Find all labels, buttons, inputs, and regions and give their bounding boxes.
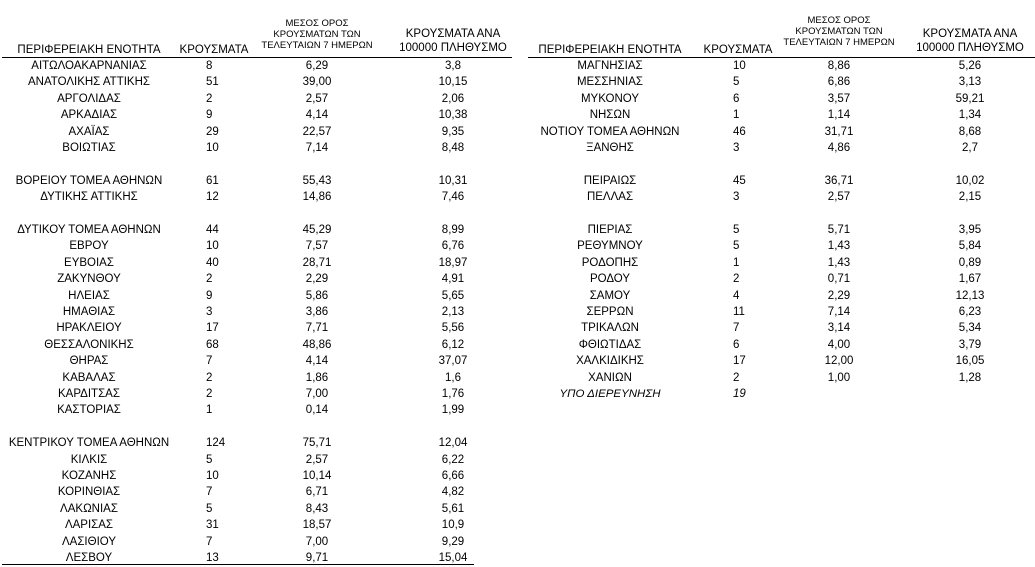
right-header-per-line1: ΚΡΟΥΣΜΑΤΑ ΑΝΑ xyxy=(922,28,1018,40)
left-row-avg: 39,00 xyxy=(302,76,332,89)
right-header-avg-line2: ΚΡΟΥΣΜΑΤΩΝ ΤΩΝ xyxy=(795,26,883,37)
right-header-per-line2: 100000 ΠΛΗΘΥΣΜΟ xyxy=(916,42,1024,54)
left-row-cases: 7 xyxy=(206,535,213,548)
left-row-avg: 1,86 xyxy=(305,371,329,384)
right-row-per: 3,13 xyxy=(958,76,982,89)
right-row-per: 1,67 xyxy=(958,273,982,286)
left-row-avg: 10,14 xyxy=(302,470,332,482)
left-row-cases: 68 xyxy=(206,338,219,351)
left-row-per: 4,91 xyxy=(441,273,465,286)
left-row-cases: 2 xyxy=(206,371,213,384)
left-row-cases: 29 xyxy=(206,125,219,138)
left-row-avg: 22,57 xyxy=(302,125,332,138)
right-row-cases: 10 xyxy=(733,60,746,72)
right-row-name: ΤΡΙΚΑΛΩΝ xyxy=(581,322,639,335)
left-header-per-line1: ΚΡΟΥΣΜΑΤΑ ΑΝΑ xyxy=(405,28,501,40)
left-row-avg: 4,14 xyxy=(305,355,329,368)
left-row-per: 4,82 xyxy=(441,486,465,499)
right-row-cases: 19 xyxy=(733,388,746,400)
right-row-avg: 2,57 xyxy=(827,191,851,204)
left-header-cases: ΚΡΟΥΣΜΑΤΑ xyxy=(179,44,249,56)
left-header-avg-line2: ΚΡΟΥΣΜΑΤΩΝ ΤΩΝ xyxy=(273,29,361,40)
right-row-per: 12,13 xyxy=(955,289,985,302)
left-row-avg: 8,43 xyxy=(305,502,329,515)
left-row-avg: 6,29 xyxy=(305,60,329,72)
right-row-per: 8,68 xyxy=(958,125,982,138)
left-row-avg: 7,00 xyxy=(305,388,329,400)
left-row-avg: 48,86 xyxy=(302,338,332,351)
left-row-avg: 28,71 xyxy=(302,256,332,269)
left-row-avg: 7,00 xyxy=(305,535,329,548)
right-row-per: 2,7 xyxy=(962,142,978,154)
right-row-cases: 17 xyxy=(733,355,746,368)
left-row-avg: 5,86 xyxy=(305,289,329,302)
right-row-avg: 36,71 xyxy=(824,174,854,187)
left-row-cases: 44 xyxy=(206,224,219,236)
left-row-per: 10,9 xyxy=(441,519,465,532)
left-row-name: ΚΙΛΚΙΣ xyxy=(70,453,108,466)
right-header-per xyxy=(906,27,1034,55)
right-row-per: 2,15 xyxy=(958,191,982,204)
left-row-cases: 124 xyxy=(206,437,226,450)
right-row-avg: 8,86 xyxy=(827,60,851,72)
left-row-cases: 5 xyxy=(206,502,213,515)
right-row-per: 1,34 xyxy=(958,109,982,122)
left-row-name: ΑΡΚΑΔΙΑΣ xyxy=(60,109,118,122)
left-row-per: 6,66 xyxy=(441,470,465,482)
left-row-name: ΑΡΓΟΛΙΔΑΣ xyxy=(57,92,121,105)
left-row-cases: 10 xyxy=(206,142,219,154)
left-row-cases: 51 xyxy=(206,76,219,89)
left-row-avg: 7,14 xyxy=(305,142,329,154)
right-row-name: ΡΟΔΟΥ xyxy=(589,273,631,286)
left-row-cases: 9 xyxy=(206,109,213,122)
left-row-per: 1,99 xyxy=(441,404,465,417)
left-row-cases: 2 xyxy=(206,273,213,286)
left-row-cases: 40 xyxy=(206,256,219,269)
left-row-avg: 6,71 xyxy=(305,486,329,499)
right-row-cases: 3 xyxy=(733,142,740,154)
right-header-region: ΠΕΡΙΦΕΡΕΙΑΚΗ ΕΝΟΤΗΤΑ xyxy=(538,44,682,56)
right-row-name: ΜΥΚΟΝΟΥ xyxy=(580,92,640,105)
left-row-per: 8,99 xyxy=(441,224,465,236)
right-row-name: ΧΑΛΚΙΔΙΚΗΣ xyxy=(576,355,644,368)
right-row-cases: 6 xyxy=(733,338,740,351)
left-row-per: 6,22 xyxy=(441,453,465,466)
right-row-name: ΦΘΙΩΤΙΔΑΣ xyxy=(578,338,642,351)
right-row-name: ΠΕΛΛΑΣ xyxy=(586,191,634,204)
right-row-name: ΜΑΓΝΗΣΙΑΣ xyxy=(577,60,643,72)
right-header-avg xyxy=(774,15,904,48)
right-row-cases: 46 xyxy=(733,125,746,138)
left-row-cases: 3 xyxy=(206,306,213,318)
left-row-cases: 7 xyxy=(206,355,213,368)
right-row-avg: 3,57 xyxy=(827,92,851,105)
right-row-cases: 1 xyxy=(733,109,740,122)
left-row-name: ΔΥΤΙΚΟΥ ΤΟΜΕΑ ΑΘΗΝΩΝ xyxy=(17,224,161,236)
left-row-avg: 2,57 xyxy=(305,92,329,105)
right-row-avg: 31,71 xyxy=(824,125,854,138)
left-row-name: ΚΟΖΑΝΗΣ xyxy=(61,470,117,482)
left-row-name: ΑΙΤΩΛΟΑΚΑΡΝΑΝΙΑΣ xyxy=(31,60,147,72)
right-row-avg: 12,00 xyxy=(824,355,854,368)
left-row-name: ΕΥΒΟΙΑΣ xyxy=(64,256,114,269)
right-row-cases: 5 xyxy=(733,224,740,236)
left-row-avg: 45,29 xyxy=(302,224,332,236)
left-row-per: 7,46 xyxy=(441,191,465,204)
right-row-cases: 4 xyxy=(733,289,740,302)
left-row-name: ΚΑΒΑΛΑΣ xyxy=(62,371,116,384)
right-row-per: 5,84 xyxy=(958,240,982,253)
left-row-per: 37,07 xyxy=(438,355,468,368)
left-row-per: 15,04 xyxy=(438,552,468,564)
right-row-avg: 3,14 xyxy=(827,322,851,335)
right-row-name: ΝΟΤΙΟΥ ΤΟΜΕΑ ΑΘΗΝΩΝ xyxy=(540,125,680,138)
right-row-name: ΜΕΣΣΗΝΙΑΣ xyxy=(576,76,644,89)
right-row-per: 1,28 xyxy=(958,371,982,384)
right-row-avg: 4,86 xyxy=(827,142,851,154)
right-row-avg: 1,43 xyxy=(827,256,851,269)
left-row-per: 6,76 xyxy=(441,240,465,253)
left-header-avg xyxy=(252,18,382,51)
left-row-cases: 1 xyxy=(206,404,213,417)
left-row-per: 5,61 xyxy=(441,502,465,515)
left-row-cases: 10 xyxy=(206,470,219,482)
right-row-per: 0,89 xyxy=(958,256,982,269)
right-row-avg: 6,86 xyxy=(827,76,851,89)
left-row-cases: 17 xyxy=(206,322,219,335)
left-row-avg: 18,57 xyxy=(302,519,332,532)
left-row-cases: 10 xyxy=(206,240,219,253)
left-row-per: 9,29 xyxy=(441,535,465,548)
left-row-cases: 5 xyxy=(206,453,213,466)
right-row-cases: 2 xyxy=(733,273,740,286)
left-row-avg: 2,29 xyxy=(305,273,329,286)
right-row-avg: 0,71 xyxy=(827,273,851,286)
left-row-per: 10,31 xyxy=(438,174,468,187)
right-row-cases: 3 xyxy=(733,191,740,204)
left-row-per: 18,97 xyxy=(438,256,468,269)
left-row-cases: 2 xyxy=(206,92,213,105)
left-row-avg: 4,14 xyxy=(305,109,329,122)
left-row-cases: 61 xyxy=(206,174,219,187)
left-row-per: 10,15 xyxy=(438,76,468,89)
left-row-avg: 2,57 xyxy=(305,453,329,466)
left-row-cases: 7 xyxy=(206,486,213,499)
left-row-avg: 0,14 xyxy=(305,404,329,417)
right-row-avg: 5,71 xyxy=(827,224,851,236)
right-row-name: ΠΕΙΡΑΙΩΣ xyxy=(583,174,637,187)
left-row-per: 5,56 xyxy=(441,322,465,335)
right-row-cases: 6 xyxy=(733,92,740,105)
left-header-per xyxy=(383,27,523,55)
left-header-avg-line1: ΜΕΣΟΣ ΟΡΟΣ xyxy=(285,18,349,29)
left-row-avg: 55,43 xyxy=(302,174,332,187)
right-row-cases: 5 xyxy=(733,240,740,253)
left-row-name: ΕΒΡΟΥ xyxy=(69,240,109,253)
right-header-avg-line3: ΤΕΛΕΥΤΑΙΩΝ 7 ΗΜΕΡΩΝ xyxy=(783,37,895,48)
left-header-per-line2: 100000 ΠΛΗΘΥΣΜΟ xyxy=(399,42,507,54)
left-row-per: 8,48 xyxy=(441,142,465,154)
left-header-avg-line3: ΤΕΛΕΥΤΑΙΩΝ 7 ΗΜΕΡΩΝ xyxy=(261,40,373,51)
left-row-name: ΗΡΑΚΛΕΙΟΥ xyxy=(56,322,122,335)
right-row-name: ΞΑΝΘΗΣ xyxy=(586,142,634,154)
left-row-per: 1,6 xyxy=(445,371,461,384)
right-row-per: 5,34 xyxy=(958,322,982,335)
right-row-per: 3,79 xyxy=(958,338,982,351)
left-row-cases: 9 xyxy=(206,289,213,302)
right-row-per: 3,95 xyxy=(958,224,982,236)
right-row-cases: 7 xyxy=(733,322,740,335)
right-row-avg: 1,14 xyxy=(827,109,851,122)
right-row-name: ΡΕΘΥΜΝΟΥ xyxy=(577,240,643,253)
left-row-name: ΚΑΣΤΟΡΙΑΣ xyxy=(57,404,121,417)
left-row-per: 5,65 xyxy=(441,289,465,302)
left-row-per: 6,12 xyxy=(441,338,465,351)
right-row-avg: 7,14 xyxy=(827,306,851,318)
right-row-cases: 5 xyxy=(733,76,740,89)
right-row-cases: 11 xyxy=(733,306,745,318)
right-row-per: 5,26 xyxy=(958,60,982,72)
left-row-name: ΖΑΚΥΝΘΟΥ xyxy=(57,273,121,286)
right-row-per: 59,21 xyxy=(955,92,985,105)
right-row-name: ΝΗΣΩΝ xyxy=(589,109,631,122)
left-row-name: ΛΕΣΒΟΥ xyxy=(65,552,113,564)
left-row-name: ΚΟΡΙΝΘΙΑΣ xyxy=(57,486,121,499)
right-row-cases: 2 xyxy=(733,371,740,384)
left-row-name: ΚΑΡΔΙΤΣΑΣ xyxy=(58,388,120,400)
right-header-avg-line1: ΜΕΣΟΣ ΟΡΟΣ xyxy=(807,15,871,26)
left-row-name: ΘΕΣΣΑΛΟΝΙΚΗΣ xyxy=(44,338,134,351)
left-row-per: 1,76 xyxy=(441,388,465,400)
left-row-per: 3,8 xyxy=(445,60,461,72)
right-row-avg: 4,00 xyxy=(827,338,851,351)
right-row-name: ΣΕΡΡΩΝ xyxy=(586,306,634,318)
right-row-name: ΡΟΔΟΠΗΣ xyxy=(581,256,639,269)
left-row-name: ΔΥΤΙΚΗΣ ΑΤΤΙΚΗΣ xyxy=(40,191,138,204)
left-bottom-rule xyxy=(2,564,474,565)
right-row-name: ΥΠΟ ΔΙΕΡΕΥΝΗΣΗ xyxy=(559,388,661,400)
right-row-avg: 2,29 xyxy=(827,289,851,302)
left-row-avg: 14,86 xyxy=(302,191,332,204)
left-row-per: 2,13 xyxy=(441,306,465,318)
left-row-avg: 7,71 xyxy=(305,322,329,335)
right-row-per: 6,23 xyxy=(958,306,982,318)
right-row-avg: 1,43 xyxy=(827,240,851,253)
left-row-name: ΒΟΡΕΙΟΥ ΤΟΜΕΑ ΑΘΗΝΩΝ xyxy=(15,174,163,187)
left-row-cases: 2 xyxy=(206,388,213,400)
right-row-cases: 1 xyxy=(733,256,740,269)
left-row-name: ΛΑΚΩΝΙΑΣ xyxy=(60,502,118,515)
left-row-name: ΚΕΝΤΡΙΚΟΥ ΤΟΜΕΑ ΑΘΗΝΩΝ xyxy=(8,437,170,450)
left-row-per: 12,04 xyxy=(438,437,468,450)
left-row-per: 2,06 xyxy=(441,92,465,105)
right-row-per: 10,02 xyxy=(955,174,985,187)
left-row-cases: 13 xyxy=(206,552,219,564)
left-header-region: ΠΕΡΙΦΕΡΕΙΑΚΗ ΕΝΟΤΗΤΑ xyxy=(17,44,161,56)
left-row-avg: 75,71 xyxy=(302,437,332,450)
left-row-cases: 8 xyxy=(206,60,213,72)
left-row-per: 10,38 xyxy=(438,109,468,122)
left-row-name: ΛΑΡΙΣΑΣ xyxy=(64,519,114,532)
left-row-per: 9,35 xyxy=(441,125,465,138)
left-row-avg: 7,57 xyxy=(305,240,329,253)
right-row-name: ΠΙΕΡΙΑΣ xyxy=(587,224,633,236)
left-row-name: ΑΝΑΤΟΛΙΚΗΣ ΑΤΤΙΚΗΣ xyxy=(27,76,150,89)
left-row-name: ΒΟΙΩΤΙΑΣ xyxy=(62,142,116,154)
left-row-name: ΗΜΑΘΙΑΣ xyxy=(62,306,116,318)
left-row-name: ΗΛΕΙΑΣ xyxy=(68,289,110,302)
right-row-name: ΧΑΝΙΩΝ xyxy=(588,371,632,384)
right-row-per: 16,05 xyxy=(955,355,985,368)
left-row-cases: 31 xyxy=(206,519,219,532)
right-row-cases: 45 xyxy=(733,174,746,187)
right-row-name: ΣΑΜΟΥ xyxy=(589,289,631,302)
left-row-name: ΛΑΣΙΘΙΟΥ xyxy=(61,535,117,548)
left-row-avg: 9,71 xyxy=(305,552,329,564)
right-header-cases: ΚΡΟΥΣΜΑΤΑ xyxy=(703,44,773,56)
left-row-cases: 12 xyxy=(206,191,219,204)
right-row-avg: 1,00 xyxy=(827,371,851,384)
left-row-name: ΑΧΑΪΑΣ xyxy=(68,125,110,138)
left-row-avg: 3,86 xyxy=(305,306,329,318)
left-row-name: ΘΗΡΑΣ xyxy=(69,355,109,368)
